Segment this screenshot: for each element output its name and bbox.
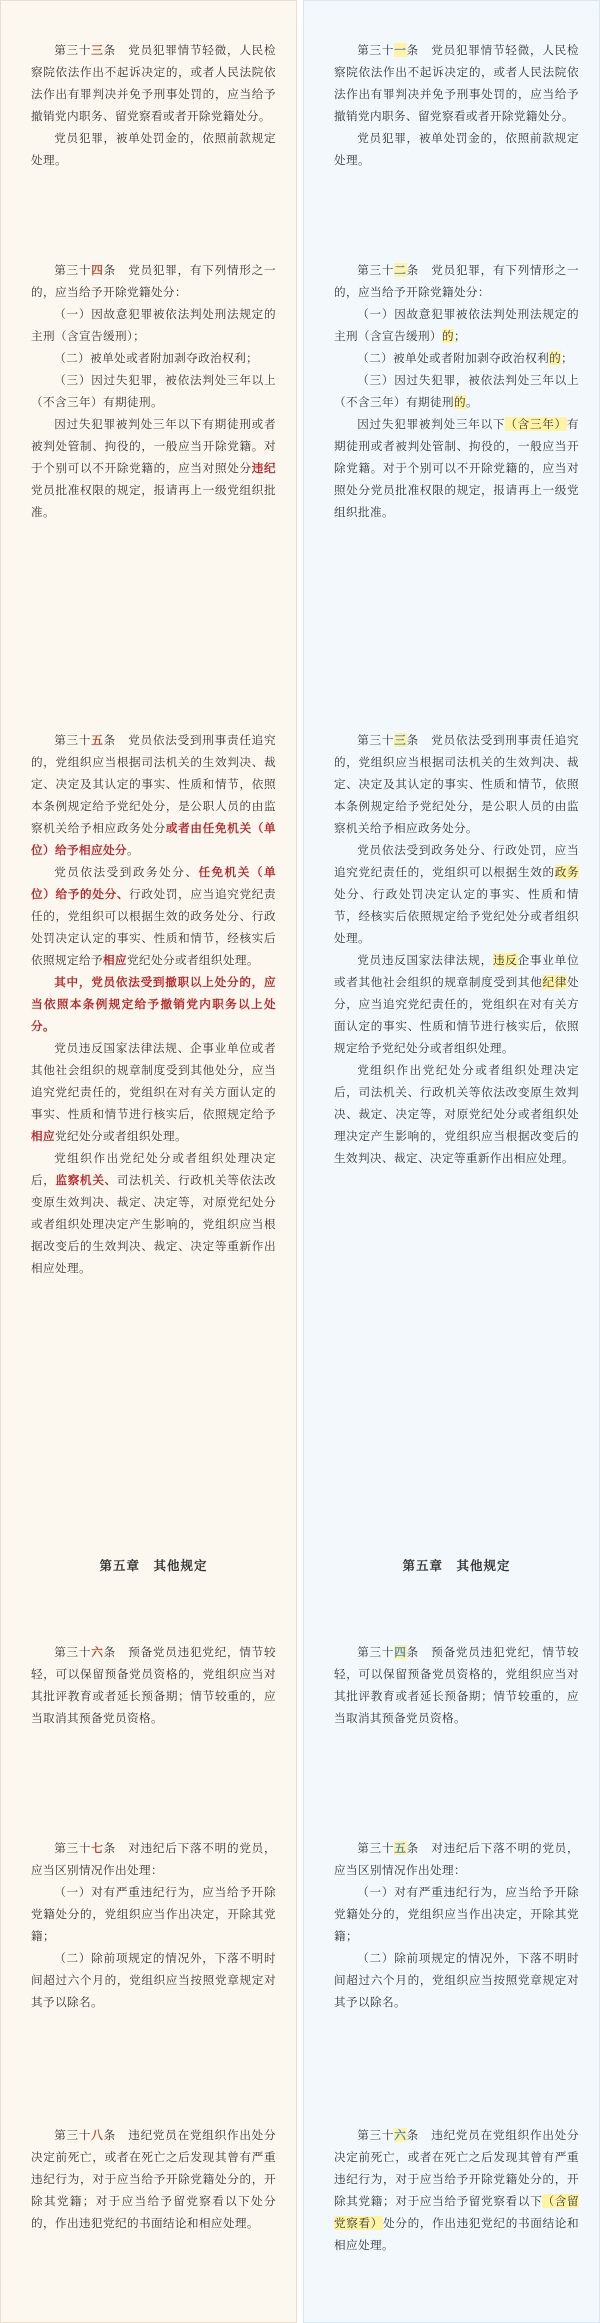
article-36-new: 第三十六条 预备党员违犯党纪，情节较轻，可以保留预备党员资格的，党组织应当对其批评教育或者延长预备期；情节较重的，应当取消其预备党员资格。 [31,1645,276,1725]
article-35-old: 第三十五条 对违纪后下落不明的党员，应当区别情况作出处理： （一）对有严重违纪行为，应当给予开除党籍处分的，党组织应当作出决定，开除其党籍； （二）除前项规定的情况外，下落不明时间超过六个月的，党组织应当按照党章规定对其予以除名。 [334,1841,579,2009]
article-37-new: 第三十七条 对违纪后下落不明的党员，应当区别情况作出处理： （一）对有严重违纪行为，应当给予开除党籍处分的，党组织应当作出决定，开除其党籍； （二）除前项规定的情况外，下落不明时间超过六个月的，党组织应当按照党章规定对其予以除名。 [31,1841,276,2009]
article-35-new: 第三十五条 党员依法受到刑事责任追究的，党组织应当根据司法机关的生效判决、裁定、决定及其认定的事实、性质和情节，依照本条例规定给予党纪处分，是公职人员的由监察机关给予相应政务处分或者由任免机关（单位）给予相应处分。 党员依法受到政务处分、任免机关（单位）给予的处分、行政处罚，应当追究党纪责任的，党组织可以根据生效的政务处分、行政处罚决定认定的事实、性质和情节，经核实后依照规定给予相应党纪处分或者组织处理。 其中，党员依法受到撤职以上处分的，应当依照本条例规定给予撤销党内职务以上处分。 党员违反国家法律法规、企事业单位或者其他社会组织的规章制度受到其他处分，应当追究党纪责任的，党组织在对有关方面认定的事实、性质和情节进行核实后，依照规定给予相应党纪处分或者组织处理。 党组织作出党纪处分或者组织处理决定后，监察机关、司法机关、行政机关等依法改变原生效判决、裁定、决定等，对原党纪处分或者组织处理决定产生影响的，党组织应当根据改变后的生效判决、裁定、决定等重新作出相应处理。 [31,733,276,1275]
article-33-new: 第三十三条 党员犯罪情节轻微，人民检察院依法作出不起诉决定的，或者人民法院依法作出有罪判决并免予刑事处罚的，应当给予撤销党内职务、留党察看或者开除党籍处分。 党员犯罪，被单处罚金的，依照前款规定处理。 [31,43,276,167]
new-version-column [0,0,297,2323]
article-38-new: 第三十八条 违纪党员在党组织作出处分决定前死亡，或者在死亡之后发现其曾有严重违纪行为，对于应当给予开除党籍处分的，开除其党籍；对于应当给予留党察看以下处分的，作出违犯党纪的书面结论和相应处理。 [31,2128,276,2230]
chapter-heading-old: 第五章 其他规定 [402,1558,511,1573]
article-34-new: 第三十四条 党员犯罪，有下列情形之一的，应当给予开除党籍处分： （一）因故意犯罪被依法判处刑法规定的主刑（含宣告缓刑）； （二）被单处或者附加剥夺政治权利； （三）因过失犯罪，被依法判处三年以上（不含三年）有期徒刑。 因过失犯罪被判处三年以下有期徒刑或者被判处管制、拘役的，一般应当开除党籍。对于个别可以不开除党籍的，应当对照处分违纪党员批准权限的规定，报请再上一级党组织批准。 [31,263,276,519]
article-32-old: 第三十二条 党员犯罪，有下列情形之一的，应当给予开除党籍处分： （一）因故意犯罪被依法判处刑法规定的主刑（含宣告缓刑）的； （二）被单处或者附加剥夺政治权利的； （三）因过失犯罪，被依法判处三年以上（不含三年）有期徒刑的。 因过失犯罪被判处三年以下（含三年）有期徒刑或者被判处管制、拘役的，一般应当开除党籍。对于个别可以不开除党籍的，应当对照处分党员批准权限的规定，报请再上一级党组织批准。 [334,263,579,519]
article-33-old: 第三十三条 党员依法受到刑事责任追究的，党组织应当根据司法机关的生效判决、裁定、决定及其认定的事实、性质和情节，依照本条例规定给予党纪处分，是公职人员的由监察机关给予相应政务处分。 党员依法受到政务处分、行政处罚，应当追究党纪责任的，党组织可以根据生效的政务处分、行政处罚决定认定的事实、性质和情节，经核实后依照规定给予党纪处分或者组织处理。 党员违反国家法律法规，违反企事业单位或者其他社会组织的规章制度受到其他纪律处分，应当追究党纪责任的，党组织在对有关方面认定的事实、性质和情节进行核实后，依照规定给予党纪处分或者组织处理。 党组织作出党纪处分或者组织处理决定后，司法机关、行政机关等依法改变原生效判决、裁定、决定等，对原党纪处分或者组织处理决定产生影响的，党组织应当根据改变后的生效判决、裁定、决定等重新作出相应处理。 [334,733,579,1165]
chapter-heading: 第五章 其他规定 [99,1558,208,1573]
old-version-column [303,0,600,2323]
article-31-old: 第三十一条 党员犯罪情节轻微，人民检察院依法作出不起诉决定的，或者人民法院依法作出有罪判决并免予刑事处罚的，应当给予撤销党内职务、留党察看或者开除党籍处分。 党员犯罪，被单处罚金的，依照前款规定处理。 [334,43,579,167]
article-34-old: 第三十四条 预备党员违犯党纪，情节较轻，可以保留预备党员资格的，党组织应当对其批评教育或者延长预备期；情节较重的，应当取消其预备党员资格。 [334,1645,579,1725]
article-36-old: 第三十六条 违纪党员在党组织作出处分决定前死亡，或者在死亡之后发现其曾有严重违纪行为，对于应当给予开除党籍处分的，开除其党籍；对于应当给予留党察看以下（含留党察看）处分的，作出违犯党纪的书面结论和相应处理。 [334,2128,579,2252]
